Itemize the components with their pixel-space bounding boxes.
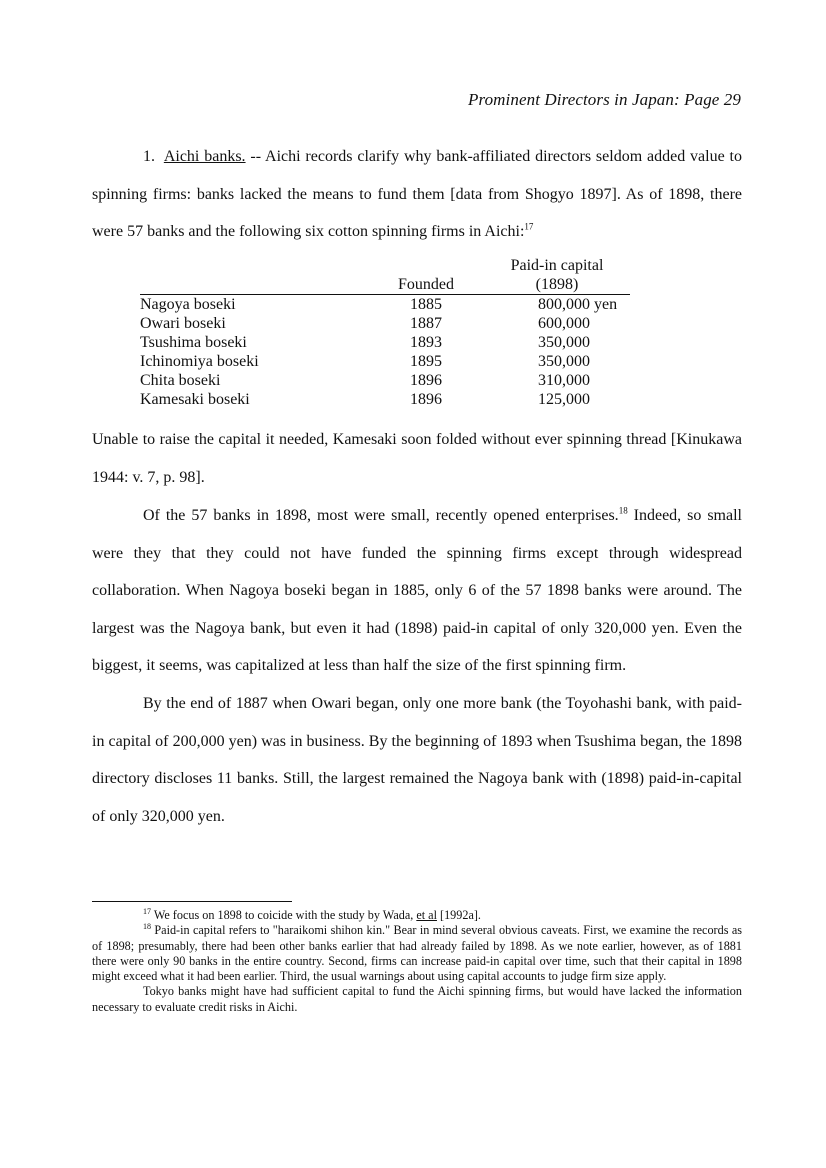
footnote-text: et al — [416, 908, 437, 922]
firm-founded: 1896 — [410, 391, 442, 408]
firm-capital: 125,000 — [538, 391, 590, 408]
paragraph-text: Indeed, so small were they that they could not have funded the spinning firms except through widespread collaboration. When Nagoya boseki began in 1885, only 6 of the 57 1898 banks were around. The largest was the Nagoya bank, but even it had (1898) paid-in capital of only 320,000 yen. Even the biggest, it seems, was capitalized at less than half the size of the first spinning firm. — [92, 507, 742, 674]
spinning-firms-table — [140, 256, 630, 409]
table-row — [140, 314, 630, 333]
firm-founded: 1885 — [410, 296, 442, 313]
footnote-18-continued: Tokyo banks might have had sufficient capital to fund the Aichi spinning firms, but would have lacked the information necessary to evaluate credit risks in Aichi. — [92, 984, 742, 1014]
capital-header-line1: Paid-in capital — [510, 257, 604, 274]
footnote-marker-17: 17 — [524, 221, 534, 232]
footnote-18 — [92, 923, 742, 984]
table-header-row-1 — [140, 256, 630, 275]
firm-founded: 1895 — [410, 353, 442, 370]
section-intro-text: -- Aichi records clarify why bank-affiliated directors seldom added value to spinning firms: banks lacked the means to fund them [data from Shogyo 1897]. As of 1898, there were 57 banks and the following six cotton spinning firms in Aichi: — [92, 148, 743, 240]
firm-name: Nagoya boseki — [140, 296, 236, 313]
footnote-divider — [92, 901, 292, 902]
paragraph-text: Of the 57 banks in 1898, most were small, recently opened enterprises. — [143, 507, 619, 524]
firm-name: Kamesaki boseki — [140, 391, 250, 408]
footnote-text: Paid-in capital refers to "haraikomi shihon kin." Bear in mind several obvious caveats. First, we examine the records as of 1898; presumably, there had been other banks earlier that had already failed by 1898. As we note earlier, however, as of 1881 there were only 90 banks in the entire country. Second, firms can increase paid-in capital over time, such that their capital in 1898 might exceed what it had been earlier. Third, the usual warnings about using capital accounts to judge firm size apply. — [92, 923, 742, 984]
footnote-number: 17 — [143, 906, 151, 916]
table-row — [140, 333, 630, 352]
table-row — [140, 390, 630, 409]
firm-capital: 350,000 — [538, 353, 590, 370]
section-intro-paragraph — [92, 138, 742, 251]
footnotes — [92, 908, 742, 1015]
footnote-text: [1992a]. — [436, 908, 481, 922]
section-number: 1. — [143, 148, 155, 165]
section-heading: Aichi banks. — [163, 148, 246, 165]
footnote-number: 18 — [143, 922, 151, 932]
table-row — [140, 371, 630, 390]
firm-capital: 350,000 — [538, 334, 590, 351]
paragraph-small-banks — [92, 497, 742, 685]
footnote-marker-18: 18 — [618, 505, 628, 516]
footnote-text: We focus on 1898 to coicide with the study by Wada, — [151, 908, 417, 922]
capital-header-line2: (1898) — [484, 275, 630, 295]
table-row — [140, 352, 630, 371]
firm-capital: 600,000 — [538, 315, 590, 332]
firm-founded: 1896 — [410, 372, 442, 389]
paragraph-kamesaki: Unable to raise the capital it needed, Kamesaki soon folded without ever spinning thread [Kinukawa 1944: v. 7, p. 98]. — [92, 431, 742, 486]
firm-name: Chita boseki — [140, 372, 221, 389]
founded-header: Founded — [368, 275, 484, 295]
firm-name: Ichinomiya boseki — [140, 353, 259, 370]
table-row — [140, 295, 630, 315]
footnote-17 — [92, 908, 742, 923]
firm-name: Tsushima boseki — [140, 334, 247, 351]
firm-capital: 800,000 yen — [538, 296, 618, 313]
running-title: Prominent Directors in Japan: Page 29 — [468, 90, 741, 109]
firm-capital: 310,000 — [538, 372, 590, 389]
firm-founded: 1887 — [410, 315, 442, 332]
firm-name: Owari boseki — [140, 315, 226, 332]
paragraph-owari: By the end of 1887 when Owari began, only one more bank (the Toyohashi bank, with paid-in capital of 200,000 yen) was in business. By the beginning of 1893 when Tsushima began, the 1898 directory discloses 11 banks. Still, the largest remained the Nagoya bank with (1898) paid-in-capital of only 320,000 yen. — [92, 695, 742, 825]
firm-founded: 1893 — [410, 334, 442, 351]
table-header-row-2 — [140, 275, 630, 295]
